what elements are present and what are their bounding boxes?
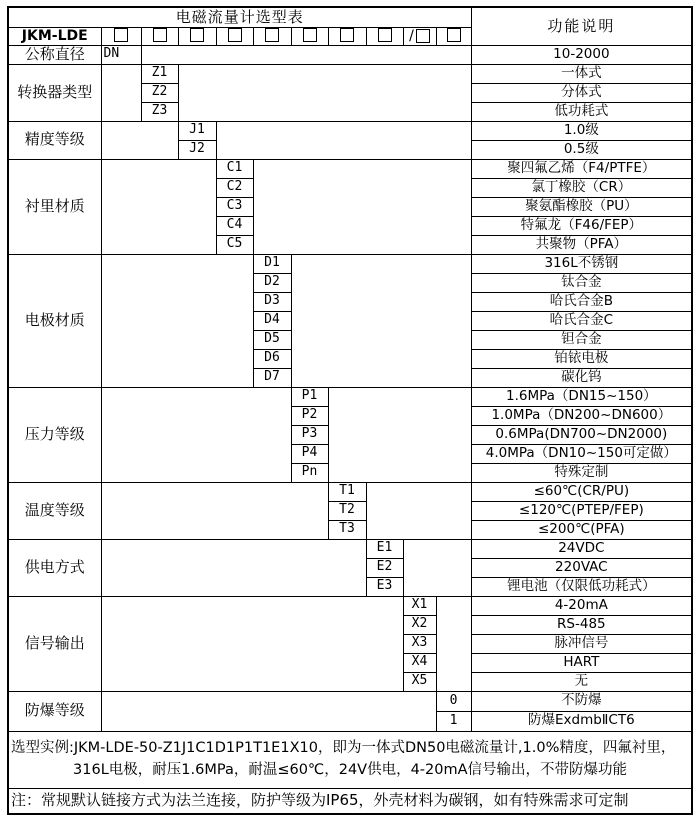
code-cell: D3 <box>253 292 291 311</box>
code-cell: 1 <box>436 711 471 731</box>
slash-separator: / <box>409 27 414 44</box>
code-cell: C4 <box>216 216 253 235</box>
section-label: 压力等级 <box>8 387 101 482</box>
example-line-2: 316L电极，耐压1.6MPa，耐温≤60℃，24V供电，4-20mA信号输出，不带防爆功能 <box>73 761 628 778</box>
code-cell: P1 <box>291 387 328 406</box>
note-row: 注：常规默认链接方式为法兰连接，防护等级为IP65，外壳材料为碳钢，如有特殊需求可定制 <box>8 788 692 814</box>
checkbox-icon <box>265 28 279 42</box>
code-cell: D1 <box>253 254 291 273</box>
code-cell: X3 <box>403 634 436 653</box>
section-label: 温度等级 <box>8 482 101 539</box>
code-cell: C2 <box>216 178 253 197</box>
desc-cell: 聚氨酯橡胶（PU） <box>471 197 692 216</box>
spacer-cell <box>436 596 471 691</box>
desc-cell: 共聚物（PFA） <box>471 235 692 254</box>
section-label: 转换器类型 <box>8 64 101 121</box>
desc-cell: 1.6MPa（DN15~150） <box>471 387 692 406</box>
selection-table <box>7 6 693 815</box>
desc-cell: 氯丁橡胶（CR） <box>471 178 692 197</box>
checkbox-icon <box>416 29 430 43</box>
code-cell: C1 <box>216 159 253 178</box>
desc-cell: 4.0MPa（DN10~150可定做） <box>471 444 692 463</box>
code-cell: J2 <box>178 140 216 159</box>
model-prefix: JKM-LDE <box>8 27 101 45</box>
desc-cell: 316L不锈钢 <box>471 254 692 273</box>
spacer-cell <box>101 691 436 731</box>
code-cell: D4 <box>253 311 291 330</box>
checkbox-icon <box>228 28 242 42</box>
spacer-cell <box>141 45 471 64</box>
checkbox-icon <box>190 28 204 42</box>
desc-cell: 无 <box>471 672 692 691</box>
checkbox-icon <box>340 28 354 42</box>
spacer-cell <box>178 64 471 121</box>
model-code-box-3[interactable] <box>178 27 216 45</box>
code-cell: X5 <box>403 672 436 691</box>
desc-cell: RS-485 <box>471 615 692 634</box>
spacer-cell <box>101 482 328 539</box>
desc-cell: ≤60℃(CR/PU) <box>471 482 692 501</box>
desc-cell: 0.5级 <box>471 140 692 159</box>
example-row <box>8 731 692 788</box>
desc-cell: 铂铱电极 <box>471 349 692 368</box>
code-cell: T3 <box>328 520 366 539</box>
desc-cell: ≤120℃(PTEP/FEP) <box>471 501 692 520</box>
spacer-cell <box>328 387 471 482</box>
checkbox-icon <box>153 28 167 42</box>
model-code-box-7[interactable] <box>328 27 366 45</box>
spacer-cell <box>253 159 471 254</box>
code-cell: D5 <box>253 330 291 349</box>
model-code-box-8[interactable] <box>366 27 403 45</box>
code-cell: P3 <box>291 425 328 444</box>
desc-cell: 0.6MPa(DN700~DN2000) <box>471 425 692 444</box>
section-label: 供电方式 <box>8 539 101 596</box>
spacer-cell <box>101 539 366 596</box>
desc-cell: 特殊定制 <box>471 463 692 482</box>
checkbox-icon <box>303 28 317 42</box>
table-title: 电磁流量计选型表 <box>8 7 471 27</box>
code-cell: T1 <box>328 482 366 501</box>
spacer-cell <box>101 387 291 482</box>
checkbox-icon <box>378 28 392 42</box>
desc-cell: 锂电池（仅限低功耗式） <box>471 577 692 596</box>
model-code-box-4[interactable] <box>216 27 253 45</box>
model-code-box-6[interactable] <box>291 27 328 45</box>
desc-cell: 脉冲信号 <box>471 634 692 653</box>
checkbox-icon <box>114 28 128 42</box>
model-code-box-1[interactable] <box>101 27 141 45</box>
desc-cell: 1.0级 <box>471 121 692 140</box>
code-cell: 0 <box>436 691 471 711</box>
code-cell: E3 <box>366 577 403 596</box>
model-code-box-5[interactable] <box>253 27 291 45</box>
section-label: 精度等级 <box>8 121 101 159</box>
code-cell: P4 <box>291 444 328 463</box>
desc-cell: 钛合金 <box>471 273 692 292</box>
code-cell: D2 <box>253 273 291 292</box>
code-cell: Z2 <box>141 83 178 102</box>
desc-cell: 防爆ExdmbⅡCT6 <box>471 711 692 731</box>
section-label: 信号输出 <box>8 596 101 691</box>
spacer-cell <box>101 64 141 121</box>
section-label: 电极材质 <box>8 254 101 387</box>
desc-cell: 分体式 <box>471 83 692 102</box>
spacer-cell <box>366 482 471 539</box>
desc-cell: 哈氏合金C <box>471 311 692 330</box>
desc-cell: 不防爆 <box>471 691 692 711</box>
code-cell: J1 <box>178 121 216 140</box>
desc-cell: 一体式 <box>471 64 692 83</box>
code-cell: E1 <box>366 539 403 558</box>
desc-cell: 聚四氟乙烯（F4/PTFE） <box>471 159 692 178</box>
model-code-box-2[interactable] <box>141 27 178 45</box>
code-cell: X2 <box>403 615 436 634</box>
example-line-1: 选型实例:JKM-LDE-50-Z1J1C1D1P1T1E1X10，即为一体式DN50电磁流量计,1.0%精度，四氟衬里， <box>11 740 676 757</box>
code-cell: T2 <box>328 501 366 520</box>
code-cell: Pn <box>291 463 328 482</box>
spacer-cell <box>101 596 403 691</box>
code-cell: C3 <box>216 197 253 216</box>
model-code-box-9[interactable] <box>403 27 436 45</box>
code-cell: C5 <box>216 235 253 254</box>
section-label: 防爆等级 <box>8 691 101 731</box>
model-code-box-10[interactable] <box>436 27 471 45</box>
spacer-cell <box>291 254 471 387</box>
spacer-cell <box>101 159 216 254</box>
desc-cell: 低功耗式 <box>471 102 692 121</box>
desc-cell: HART <box>471 653 692 672</box>
desc-cell: 哈氏合金B <box>471 292 692 311</box>
spacer-cell <box>101 121 178 159</box>
code-cell: DN <box>101 45 141 64</box>
code-cell: D7 <box>253 368 291 387</box>
desc-cell: 1.0MPa（DN200~DN600） <box>471 406 692 425</box>
function-column-header: 功能说明 <box>471 7 692 45</box>
desc-cell: 24VDC <box>471 539 692 558</box>
code-cell: X1 <box>403 596 436 615</box>
code-cell: Z3 <box>141 102 178 121</box>
code-cell: Z1 <box>141 64 178 83</box>
section-label: 衬里材质 <box>8 159 101 254</box>
code-cell: E2 <box>366 558 403 577</box>
code-cell: D6 <box>253 349 291 368</box>
desc-cell: 4-20mA <box>471 596 692 615</box>
desc-cell: 10-2000 <box>471 45 692 64</box>
checkbox-icon <box>447 28 461 42</box>
desc-cell: 钽合金 <box>471 330 692 349</box>
spacer-cell <box>101 254 253 387</box>
section-label: 公称直径 <box>8 45 101 64</box>
desc-cell: 220VAC <box>471 558 692 577</box>
desc-cell: 特氟龙（F46/FEP） <box>471 216 692 235</box>
spacer-cell <box>216 121 471 159</box>
spacer-cell <box>403 539 471 596</box>
code-cell: P2 <box>291 406 328 425</box>
desc-cell: ≤200℃(PFA) <box>471 520 692 539</box>
code-cell: X4 <box>403 653 436 672</box>
desc-cell: 碳化钨 <box>471 368 692 387</box>
